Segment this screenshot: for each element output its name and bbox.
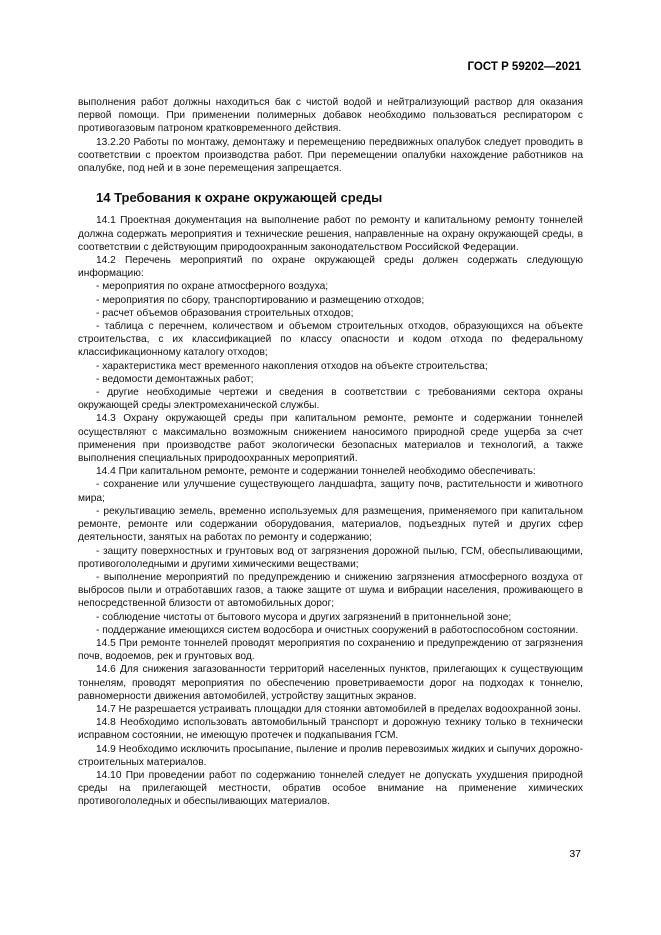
list-item: - расчет объемов образования строительных отходов;	[96, 307, 354, 319]
document-body	[78, 96, 583, 809]
paragraph: 14.3 Охрану окружающей среды при капитальном ремонте, ремонте и содержании тоннелей осуществляют с максимально возможным снижением наносимого природной среде ущерба за счет применения при производстве работ экологически безопасных материалов и технологий, а также выполнения специальных природоохранных мероприятий.	[78, 413, 583, 465]
paragraph: 14.7 Не разрешается устраивать площадки для стоянки автомобилей в пределах водоохранной зоны.	[96, 703, 581, 715]
page-number: 37	[569, 848, 581, 860]
paragraph: 14.2 Перечень мероприятий по охране окружающей среды должен содержать следующую информацию:	[78, 255, 583, 280]
document-id: ГОСТ Р 59202—2021	[467, 61, 581, 73]
paragraph: 14.10 При проведении работ по содержанию тоннелей следует не допускать ухудшения природной среды на прилегающей местности, обратив особое внимание на применение химических противогололедных и обеспыливающих материалов.	[78, 769, 583, 808]
paragraph: 14.4 При капитальном ремонте, ремонте и содержании тоннелей необходимо обеспечивать:	[96, 466, 536, 478]
list-item: - защиту поверхностных и грунтовых вод от загрязнения дорожной пылью, ГСМ, обеспыливающими, противогололедными и другими химическими веществами;	[78, 545, 583, 570]
list-item: - соблюдение чистоты от бытового мусора и других загрязнений в притоннельной зоне;	[96, 611, 512, 623]
paragraph: 13.2.20 Работы по монтажу, демонтажу и перемещению передвижных опалубок следует проводить в соответствии с проектом производства работ. При перемещении опалубки нахождение работников на опалубке, под ней и в зоне перемещения запрещается.	[78, 136, 583, 175]
section-heading: 14 Требования к охране окружающей среды	[96, 190, 383, 206]
paragraph: 14.6 Для снижения загазованности территорий населенных пунктов, прилегающих к существующим тоннелям, проводят мероприятия по обеспечению проветриваемости дорог на подходах к тоннелю, равномерности движения автомобилей, устройству защитных экранов.	[78, 664, 583, 702]
list-item: - мероприятия по сбору, транспортированию и размещению отходов;	[96, 294, 425, 306]
paragraph: выполнения работ должны находиться бак с чистой водой и нейтрализующий раствор для оказания первой помощи. При применении полимерных добавок необходимо пользоваться респиратором с противогазовым патроном кратковременного действия.	[78, 97, 583, 135]
list-item: - мероприятия по охране атмосферного воздуха;	[96, 281, 329, 293]
list-item: - поддержание имеющихся систем водосбора и очистных сооружений в работоспособном состоянии.	[96, 624, 579, 636]
list-item: - сохранение или улучшение существующего ландшафта, защиту почв, растительности и животного мира;	[78, 479, 583, 504]
paragraph: 14.9 Необходимо исключить просыпание, пыление и пролив перевозимых жидких и сыпучих дорожно-строительных материалов.	[78, 743, 583, 768]
list-item: - таблица с перечнем, количеством и объемом строительных отходов, образующихся на объекте строительства, с их классификацией по классу опасности и кодом отхода по федеральному классификационному каталогу отходов;	[78, 321, 583, 359]
paragraph: 14.1 Проектная документация на выполнение работ по ремонту и капитальному ремонту тоннелей должна содержать мероприятия и технические решения, направленные на охрану окружающей среды, в соответствии с действующим природоохранным законодательством Российской Федерации.	[78, 215, 583, 253]
paragraph: 14.8 Необходимо использовать автомобильный транспорт и дорожную технику только в технически исправном состоянии, не имеющую протечек и подкапывания ГСМ.	[78, 717, 583, 742]
list-item: - ведомости демонтажных работ;	[96, 373, 254, 385]
paragraph: 14.5 При ремонте тоннелей проводят мероприятия по сохранению и предупреждению от загрязнения почв, водоемов, рек и грунтовых вод.	[78, 637, 583, 663]
list-item: - рекультивацию земель, временно используемых для размещения, применяемого при капитальном ремонте, ремонте или содержании оборудования, материалов, подъездных путей и других сфер деятельности, занятых на работах по ремонту и содержанию;	[78, 505, 583, 544]
list-item: - выполнение мероприятий по предупреждению и снижению загрязнения атмосферного воздуха от выбросов пыли и отработавших газов, а также защите от шума и вибрации населения, проживающего в непосредственной близости от автомобильных дорог;	[78, 571, 583, 610]
list-item: - характеристика мест временного накопления отходов на объекте строительства;	[96, 360, 488, 372]
list-item: - другие необходимые чертежи и сведения в соответствии с требованиями сектора охраны окружающей среды электромеханической службы.	[78, 387, 583, 412]
